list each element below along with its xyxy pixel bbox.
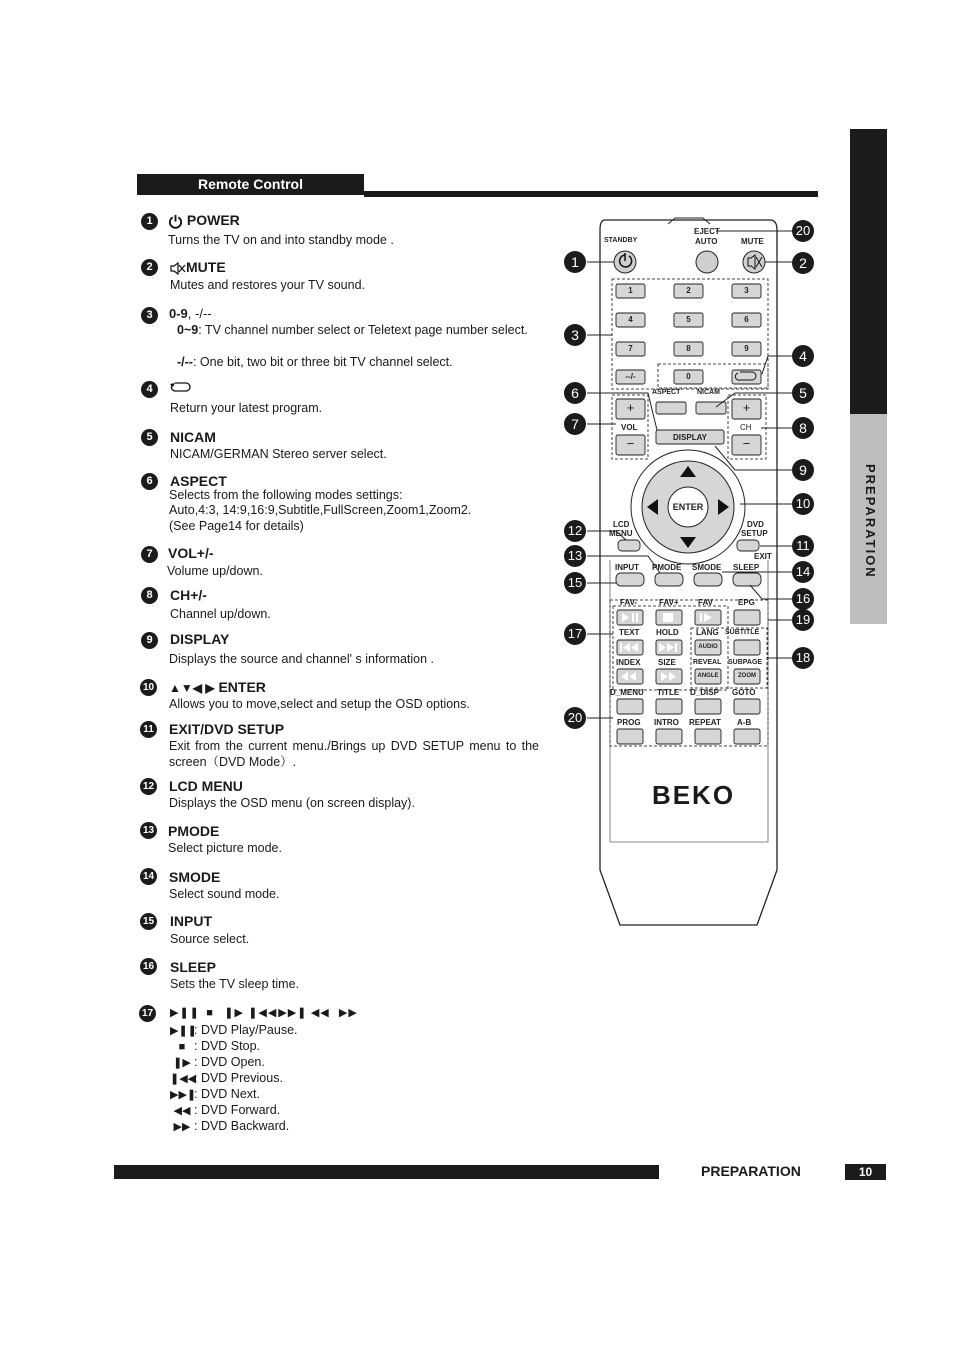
item-title: EXIT/DVD SETUP [169, 721, 285, 737]
vol-label: VOL [621, 423, 638, 432]
item-number: 17 [139, 1005, 156, 1022]
key-0: 0 [686, 372, 691, 381]
dvd-legend-row [170, 1103, 298, 1119]
ch-label: CH [740, 423, 752, 432]
callout-18: 18 [792, 647, 814, 669]
exit-label: EXIT [754, 552, 772, 561]
item-number: 7 [141, 546, 158, 563]
key-9: 9 [744, 344, 749, 353]
legend-text: : DVD Stop. [194, 1039, 260, 1053]
item-title: INPUT [170, 913, 212, 929]
callout-11: 11 [792, 535, 814, 557]
item-title: PMODE [168, 823, 220, 839]
key-4: 4 [628, 315, 633, 324]
dvd-legend-row [170, 1055, 298, 1071]
dvd-legend-row [170, 1087, 298, 1103]
next-icon: ▶▶❚ [170, 1089, 197, 1101]
item-number: 13 [140, 822, 157, 839]
rewind-icon: ◀◀ [173, 1105, 191, 1117]
dvd-legend [170, 1023, 298, 1135]
reveal-label: REVEAL [693, 659, 722, 666]
item-title: SMODE [169, 869, 221, 885]
callout-16: 16 [792, 588, 814, 610]
nicam-label: NICAM [697, 389, 720, 396]
side-tab-label: PREPARATION [863, 464, 878, 579]
open-icon: ❚▶ [224, 1007, 244, 1019]
display-label: DISPLAY [673, 433, 707, 442]
size-label: SIZE [658, 658, 676, 667]
item-desc: Source select. [170, 932, 250, 946]
subpage-label: SUBPAGE [728, 659, 763, 666]
item-title: LCD MENU [169, 778, 243, 794]
goto-label: GOTO [732, 688, 756, 697]
callout-13: 13 [564, 545, 586, 567]
item-title: ASPECT [170, 473, 227, 489]
dvd-label: DVD [747, 520, 764, 529]
callout-15: 15 [564, 572, 586, 594]
callout-7: 7 [564, 413, 586, 435]
prog-label: PROG [617, 718, 641, 727]
item-desc: Displays the source and channel' s information . [169, 652, 435, 666]
desc-text: : One bit, two bit or three bit TV channel select. [192, 355, 453, 369]
pmode-label: PMODE [652, 563, 682, 572]
index-label: INDEX [616, 658, 641, 667]
ddisp-label: D_DISP [690, 688, 719, 697]
callout-9: 9 [792, 459, 814, 481]
item-desc [177, 355, 453, 371]
item-desc: Selects from the following modes settings: [169, 488, 403, 502]
section-header: Remote Control [137, 174, 364, 195]
item-number: 12 [140, 778, 157, 795]
callout-12: 12 [564, 520, 586, 542]
mute-title: MUTE [186, 259, 226, 275]
arrow-keys-icon: ▲▼◀ ▶ [169, 681, 215, 695]
item-desc: Select picture mode. [168, 841, 282, 855]
dvd-legend-row [170, 1071, 298, 1087]
mute-label: MUTE [741, 237, 764, 246]
play-pause-icon: ▶❚❚ [170, 1025, 197, 1037]
item-title [169, 306, 212, 321]
digits-title: 0-9 [169, 306, 188, 321]
title-label: TITLE [657, 688, 680, 697]
key-7: 7 [628, 344, 633, 353]
item-number: 3 [141, 307, 158, 324]
item-desc: Mutes and restores your TV sound. [170, 278, 366, 292]
callout-14: 14 [792, 561, 814, 583]
key-5: 5 [686, 315, 691, 324]
setup-label: SETUP [741, 529, 768, 538]
footer-rule [114, 1165, 659, 1179]
item-title: VOL+/- [168, 545, 214, 561]
key-6: 6 [744, 315, 749, 324]
callout-20-bottom: 20 [564, 707, 586, 729]
previous-icon: ❚◀◀ [248, 1007, 278, 1019]
epg-label: EPG [738, 598, 755, 607]
ch-minus: − [742, 436, 751, 451]
callout-8: 8 [792, 417, 814, 439]
callout-19: 19 [792, 609, 814, 631]
key-8: 8 [686, 344, 691, 353]
angle-label: ANGLE [697, 673, 719, 679]
desc-key: -/-- [177, 355, 193, 369]
item-desc: Turns the TV on and into standby mode . [168, 233, 394, 247]
callout-5: 5 [792, 382, 814, 404]
callout-4: 4 [792, 345, 814, 367]
lang-label: LANG [696, 628, 719, 637]
key-2: 2 [686, 286, 691, 295]
callout-2: 2 [792, 252, 814, 274]
side-tab-dark [850, 129, 887, 414]
header-rule [364, 191, 818, 197]
dvd-legend-row [170, 1023, 298, 1039]
previous-icon: ❚◀◀ [170, 1073, 197, 1085]
item-number: 2 [141, 259, 158, 276]
dmenu-label: D_MENU [610, 688, 644, 697]
input-label: INPUT [615, 563, 639, 572]
audio-label: AUDIO [698, 644, 718, 650]
item-title: DISPLAY [170, 631, 230, 647]
item-desc: Displays the OSD menu (on screen display). [169, 796, 415, 810]
callout-3: 3 [564, 324, 586, 346]
item-number: 14 [140, 868, 157, 885]
lcd-label: LCD [613, 520, 630, 529]
item-desc: Return your latest program. [170, 401, 323, 415]
callout-17: 17 [564, 623, 586, 645]
menu-label: MENU [609, 529, 633, 538]
open-icon: ❚▶ [173, 1057, 191, 1069]
vol-minus: − [626, 436, 635, 451]
eject-label: EJECT [694, 227, 720, 236]
power-title: POWER [186, 212, 240, 228]
item-title [169, 679, 266, 695]
desc-text: : TV channel number select or Teletext page number select. [198, 323, 528, 337]
subtitle-label: SUBTITLE [725, 629, 760, 636]
item-number: 8 [141, 587, 158, 604]
item-desc: Volume up/down. [167, 564, 263, 578]
enter-label: ENTER [672, 502, 704, 512]
power-icon [168, 214, 183, 229]
zoom-label: ZOOM [738, 673, 756, 679]
beko-logo: BEKO [651, 780, 736, 810]
item-title [168, 212, 240, 229]
legend-text: : DVD Open. [194, 1055, 265, 1069]
repeat-label: REPEAT [689, 718, 721, 727]
item-number: 11 [140, 721, 157, 738]
ab-label: A-B [737, 718, 752, 727]
desc-key: 0~9 [177, 323, 199, 337]
item-desc: Auto,4:3, 14:9,16:9,Subtitle,FullScreen,Zoom1,Zoom2. [169, 503, 472, 517]
next-icon: ▶▶❚ [278, 1007, 308, 1019]
item-number: 4 [141, 381, 158, 398]
auto-label: AUTO [695, 237, 718, 246]
digits-title-rest: , -/-- [187, 306, 212, 321]
stop-icon: ■ [206, 1007, 214, 1019]
item-desc: Select sound mode. [169, 887, 280, 901]
item-desc [177, 323, 529, 339]
key-3: 3 [744, 286, 749, 295]
item-desc: Channel up/down. [170, 607, 271, 621]
rewind-icon: ◀◀ [310, 1007, 330, 1019]
standby-label: STANDBY [604, 237, 638, 244]
fast-forward-icon: ▶▶ [338, 1007, 358, 1019]
item-number: 6 [141, 473, 158, 490]
item-desc: Sets the TV sleep time. [170, 977, 299, 991]
item-number: 15 [140, 913, 157, 930]
item-title: SLEEP [170, 959, 216, 975]
item-desc: (See Page14 for details) [169, 519, 304, 533]
ch-plus: + [742, 400, 751, 415]
dvd-legend-row [170, 1119, 298, 1135]
item-number: 10 [140, 679, 157, 696]
item-title [170, 259, 226, 275]
item-number: 1 [141, 213, 158, 230]
callout-20-top: 20 [792, 220, 814, 242]
item-number: 9 [141, 632, 158, 649]
legend-text: : DVD Play/Pause. [194, 1023, 298, 1037]
smode-label: SMODE [692, 563, 722, 572]
item-title: NICAM [170, 429, 216, 445]
stop-icon: ■ [178, 1041, 186, 1053]
page-number: 10 [845, 1164, 886, 1180]
item-desc: Exit from the current menu./Brings up DVD SETUP menu to the screen（DVD Mode）. [169, 739, 539, 769]
item-desc: Allows you to move,select and setup the OSD options. [169, 697, 470, 711]
dvd-legend-row [170, 1039, 298, 1055]
hold-label: HOLD [656, 628, 679, 637]
aspect-label: ASPECT [652, 389, 681, 396]
dvd-symbol-strip [170, 1006, 360, 1019]
callout-6: 6 [564, 382, 586, 404]
mute-icon [170, 262, 186, 275]
fav-plus-label: FAV+ [659, 598, 679, 607]
legend-text: : DVD Forward. [194, 1103, 281, 1117]
return-icon [169, 381, 191, 400]
intro-label: INTRO [654, 718, 679, 727]
sleep-label: SLEEP [733, 563, 760, 572]
callout-1: 1 [564, 251, 586, 273]
vol-plus: + [626, 400, 635, 415]
item-desc: NICAM/GERMAN Stereo server select. [170, 447, 387, 461]
key-1: 1 [628, 286, 633, 295]
legend-text: : DVD Next. [194, 1087, 260, 1101]
fast-forward-icon: ▶▶ [173, 1121, 191, 1133]
item-title: CH+/- [170, 587, 207, 603]
footer-section: PREPARATION [701, 1163, 801, 1179]
key-dash: --/- [625, 372, 636, 381]
text-label: TEXT [619, 628, 640, 637]
callout-10: 10 [792, 493, 814, 515]
enter-title: ENTER [218, 679, 266, 695]
item-number: 5 [141, 429, 158, 446]
legend-text: : DVD Backward. [194, 1119, 290, 1133]
item-number: 16 [140, 958, 157, 975]
fav-minus-label: FAV- [620, 598, 638, 607]
fav-label: FAV [698, 598, 713, 607]
legend-text: : DVD Previous. [194, 1071, 283, 1085]
play-pause-icon: ▶❚❚ [170, 1007, 200, 1019]
